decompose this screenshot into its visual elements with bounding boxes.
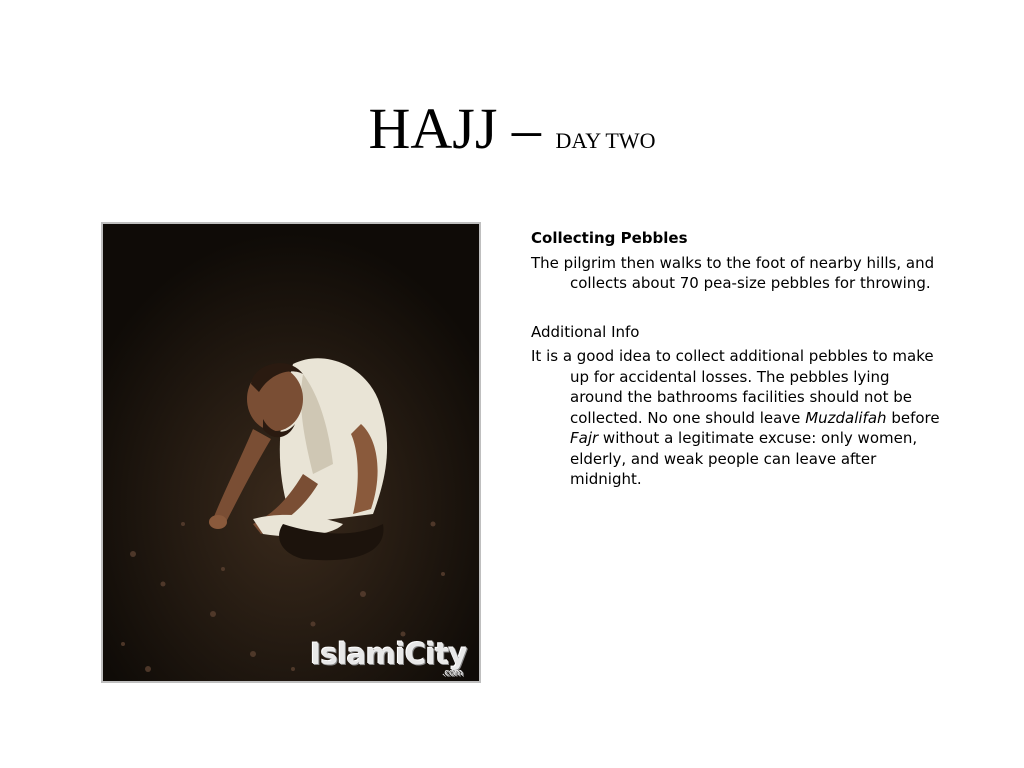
pilgrim-photo: [101, 222, 481, 683]
body-text-2: before: [886, 408, 940, 427]
slide-title: [0, 96, 1024, 161]
content-text: [531, 228, 941, 490]
section-heading-collecting-pebbles: Collecting Pebbles: [531, 229, 688, 247]
watermark-suffix: .com: [442, 669, 463, 679]
section-body-collecting-pebbles: The pilgrim then walks to the foot of nearby hills, and collects about 70 pea-size pebbles for throwing.: [531, 253, 935, 292]
watermark-logo: [310, 637, 467, 679]
title-sub: DAY TWO: [555, 128, 656, 153]
body-text-3: without a legitimate excuse: only women, elderly, and weak people can leave after midnight.: [570, 429, 918, 488]
title-main: HAJJ –: [368, 96, 556, 161]
watermark-text: IslamiCity: [310, 637, 467, 671]
photo-illustration: [103, 224, 479, 681]
term-muzdalifah: Muzdalifah: [805, 408, 887, 427]
term-fajr: Fajr: [570, 429, 599, 447]
section-body-additional-info: [531, 346, 941, 490]
section-heading-additional-info: Additional Info: [531, 322, 640, 341]
body-text-1: It is a good idea to collect additional pebbles to make up for accidental losses. The pebbles lying around the bathrooms facilities should not be collected. No one should leave: [531, 347, 934, 427]
